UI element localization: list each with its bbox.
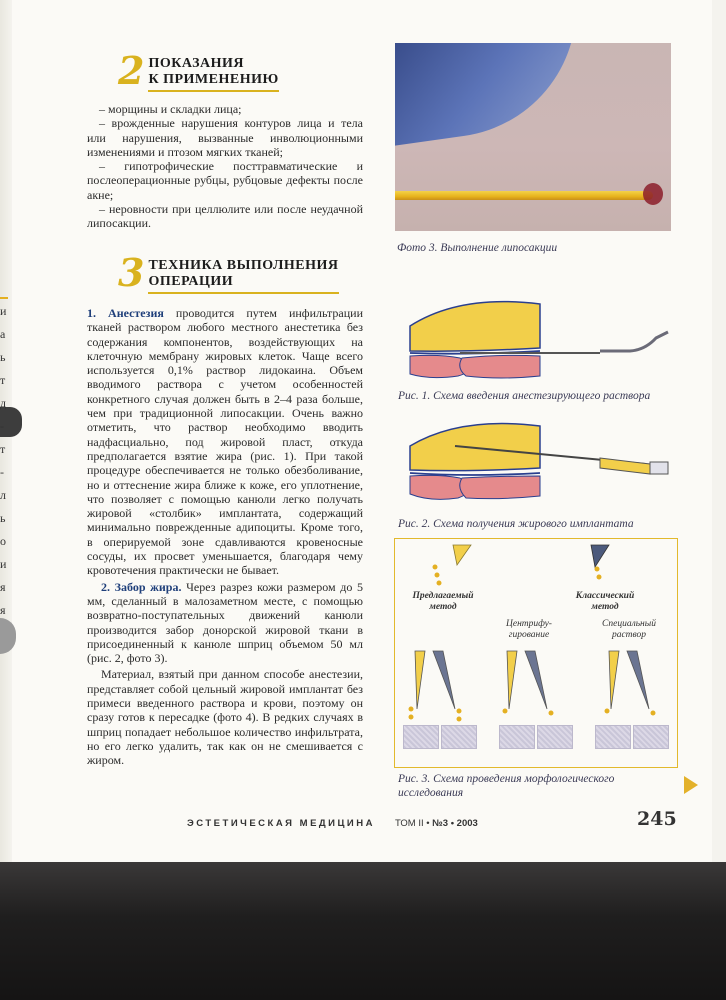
list-item: – гипотрофические посттравматические и послеоперационные рубцы, рубцовые дефекты после акне; [87, 159, 363, 202]
section-title: ТЕХНИКА ВЫПОЛНЕНИЯ ОПЕРАЦИИ [148, 254, 338, 294]
margin-fragment: - [0, 419, 4, 433]
list-item: – врожденные нарушения контуров лица и тела или нарушения, вызванные инволюционными изменениями и птозом мягких тканей; [87, 116, 363, 159]
list-item: – неровности при целлюлите или после неудачной липосакции. [87, 202, 363, 231]
fascia-line [410, 473, 540, 475]
glove-image [395, 43, 593, 147]
figure-3-caption: Рис. 3. Схема проведения морфологического исследования [398, 773, 615, 799]
margin-fragment: т [0, 373, 6, 387]
issue-info: ТОМ II • №3 • 2003 [395, 818, 478, 829]
figure-2-harvest-diagram [400, 418, 676, 508]
muscle-shape [460, 355, 540, 378]
margin-fragment: а [0, 327, 6, 341]
previous-page-accent [0, 297, 8, 299]
section-number: 3 [118, 250, 145, 295]
journal-name: ЭСТЕТИЧЕСКАЯ МЕДИЦИНА [187, 818, 375, 829]
margin-fragment: т [0, 442, 6, 456]
margin-fragment: и [0, 557, 7, 571]
micrograph-swatch [403, 725, 439, 749]
label-centrifugation: Центрифу- гирование [506, 619, 552, 640]
margin-fragment: - [0, 465, 4, 479]
micrograph-swatch [441, 725, 477, 749]
micrograph-swatch [499, 725, 535, 749]
paragraph-anesthesia: 1. Анестезия проводится путем инфильтрации тканей раствором любого местного анестетика без содержания компонентов, воздействующих на клеточную мембрану жировых клеток. Чаще всего используется 0,1% раствор лидокаина. Объем вводимого раствора с учетом особенностей конкретного случая должен быть в 2–4 раза больше, чем при традиционной липосакции. Очень важно отметить, что раствор необходимо вводить надфасциально, под жировой пласт, откуда предполагается взятие жира (рис. 1). При такой процедуре обеспечивается не только обезболивание, но и оттеснение жира ближе к коже, его уплотнение, что позволяет с помощью канюли легко получать жировой «столбик» имплантата, содержащий минимально поврежденные адипоциты. Кроме того, в оперируемой зоне сдавливаются кровеносные сосуды, их просвет уменьшается, благодаря чему кровотечения практически не бывает. [87, 306, 363, 578]
syringe-body [600, 458, 650, 474]
fat-layer-shape [410, 302, 540, 352]
technique-text [87, 306, 363, 768]
margin-fragment: ь [0, 511, 6, 525]
muscle-shape [460, 476, 540, 499]
label-proposed-method: Предлагаемый метод [412, 591, 474, 612]
margin-fragment: я [0, 603, 6, 617]
micrograph-swatch [537, 725, 573, 749]
page-number: 245 [637, 808, 677, 830]
figure-1-anesthesia-diagram [400, 296, 676, 388]
classic-syringe [591, 545, 609, 567]
paragraph-material: Материал, взятый при данном способе анестезии, представляет собой цельный жировой имплантат без примеси введенного раствора и крови, поэтому он сразу готов к пересадке (фото 4). В редких случаях в шприц попадает небольшое количество инфильтрата, но его легко удалить, так как он не смешивается с жиром. [87, 667, 363, 768]
paragraph-fat-harvest: 2. Забор жира. Через разрез кожи размером до 5 мм, сделанный в малозаметном месте, с помощью возвратно-поступательных движений канюли производится забор донорской жировой ткани в присоединенный к канюле шприц объемом 50 мл (рис. 2, фото 3). [87, 579, 363, 666]
section-3-heading [118, 250, 339, 295]
margin-fragment: я [0, 580, 6, 594]
margin-fragment: и [0, 304, 7, 318]
incision-image [643, 183, 663, 205]
previous-page-text-fragments [0, 300, 14, 622]
section-title: ПОКАЗАНИЯ К ПРИМЕНЕНИЮ [148, 52, 278, 92]
proposed-syringe [453, 545, 471, 565]
margin-fragment: л [0, 488, 6, 502]
label-classic-method: Классический метод [575, 591, 635, 612]
photo-3-caption: Фото 3. Выполнение липосакции [397, 242, 558, 254]
list-item: – морщины и складки лица; [99, 102, 242, 116]
liposuction-photo [395, 43, 671, 231]
next-page-arrow-icon [684, 776, 698, 794]
section-2-heading [118, 48, 279, 93]
figure-2-caption: Рис. 2. Схема получения жирового имплантата [398, 518, 634, 530]
figure-1-caption: Рис. 1. Схема введения анестезирующего раствора [398, 390, 651, 402]
label-special-solution: Специальный раствор [602, 619, 656, 640]
micrograph-swatch [633, 725, 669, 749]
syringe-plunger [650, 462, 668, 474]
cannula-image [395, 191, 653, 200]
section-number: 2 [118, 48, 145, 93]
syringe-hub [600, 332, 668, 351]
margin-fragment: ь [0, 350, 6, 364]
micrograph-swatch [595, 725, 631, 749]
margin-fragment: д [0, 396, 7, 410]
scanner-background [0, 862, 726, 1000]
margin-fragment: о [0, 534, 6, 548]
figure-3-morphology-scheme [394, 538, 678, 768]
indications-list [87, 102, 363, 231]
